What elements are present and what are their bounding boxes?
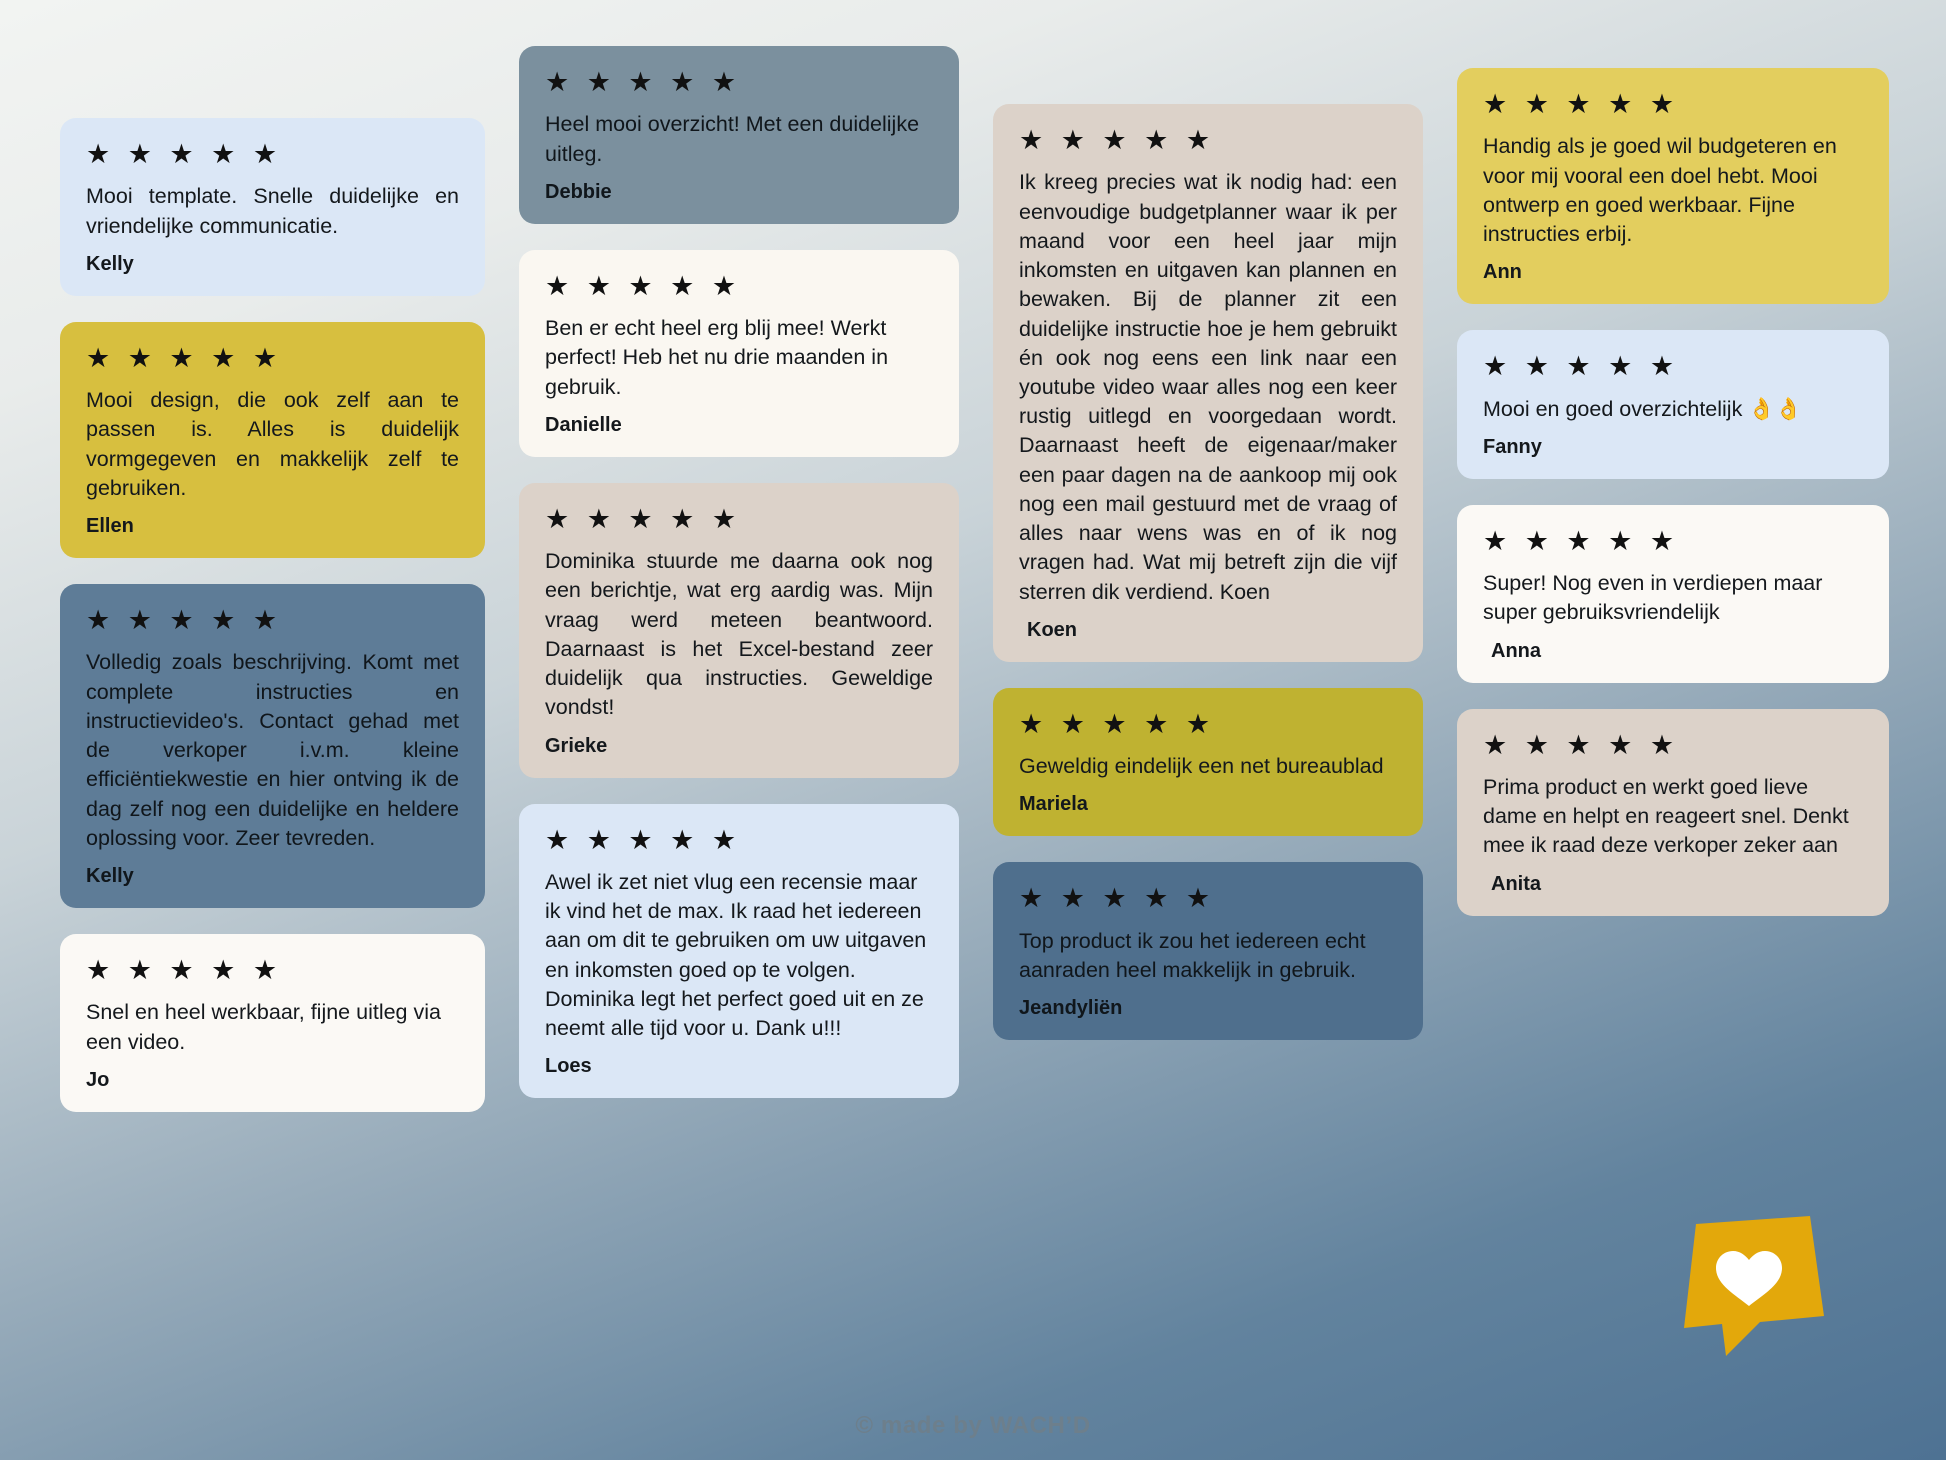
column-2 xyxy=(519,46,959,1124)
review-author: Koen xyxy=(1027,618,1077,641)
column-4 xyxy=(1457,46,1889,942)
review-text: Awel ik zet niet vlug een recensie maar ik vind het de max. Ik raad het iedereen aan om dit te gebruiken om uw uitgaven en inkomsten goed op te volgen. Dominika legt het perfect goed uit en ze neemt alle tijd voor u. Dank u!!! xyxy=(545,869,927,1041)
review-card xyxy=(519,250,959,457)
review-text: Ben er echt heel erg blij mee! Werkt perfect! Heb het nu drie maanden in gebruik. xyxy=(545,316,889,399)
star-rating-icon: ★ ★ ★ ★ ★ xyxy=(545,67,742,97)
review-card xyxy=(60,322,485,558)
star-rating-icon: ★ ★ ★ ★ ★ xyxy=(545,824,742,855)
star-rating-icon: ★ ★ ★ ★ ★ xyxy=(545,503,742,534)
review-author: Jo xyxy=(86,1068,110,1091)
review-card xyxy=(1457,68,1889,304)
review-author: Kelly xyxy=(86,865,134,888)
review-text: Mooi template. Snelle duidelijke en vriendelijke communicatie. xyxy=(86,184,459,238)
review-text: Geweldig eindelijk een net bureaublad xyxy=(1019,754,1384,779)
star-rating-icon: ★ ★ ★ ★ ★ xyxy=(1483,729,1680,760)
star-rating-icon: ★ ★ ★ ★ ★ xyxy=(86,342,283,373)
column-3 xyxy=(993,46,1423,1066)
heart-logo xyxy=(1664,1210,1834,1360)
review-card xyxy=(60,118,485,296)
star-rating-icon: ★ ★ ★ ★ ★ xyxy=(1483,525,1680,556)
review-author: Ellen xyxy=(86,515,134,538)
review-author: Mariela xyxy=(1019,793,1088,816)
review-text: Dominika stuurde me daarna ook nog een berichtje, wat erg aardig was. Mijn vraag werd meteen beantwoord. Daarnaast is het Excel-bestand zeer duidelijk qua instructies. Geweldige vondst! xyxy=(545,549,933,720)
review-card xyxy=(993,862,1423,1040)
review-text: Heel mooi overzicht! Met een duidelijke uitleg. xyxy=(545,112,920,166)
review-card xyxy=(1457,709,1889,916)
star-rating-icon: ★ ★ ★ ★ ★ xyxy=(545,270,742,301)
review-text: Handig als je goed wil budgeteren en voor mij vooral een doel hebt. Mooi ontwerp en goed werkbaar. Fijne instructies erbij. xyxy=(1483,134,1837,247)
review-text: Mooi en goed overzichtelijk 👌👌 xyxy=(1483,396,1802,421)
review-text: Snel en heel werkbaar, fijne uitleg via een video. xyxy=(86,1000,441,1054)
review-author: Jeandyliën xyxy=(1019,997,1123,1020)
review-card xyxy=(1457,505,1889,683)
review-author: Fanny xyxy=(1483,435,1542,458)
review-text: Ik kreeg precies wat ik nodig had: een eenvoudige budgetplanner waar ik per maand voor een heel jaar mijn inkomsten en uitgaven kan plannen en bewaken. Bij de planner zit een duidelijke instructie hoe je hem gebruikt én ook nog eens een link naar een youtube video waar alles nog een keer rustig uitlegd en voorgedaan wordt. Daarnaast heeft de eigenaar/maker een paar dagen na de aankoop mij ook nog een mail gestuurd met de vraag of alles naar wens was en of ik nog vragen had. Wat mij betreft zijn die vijf sterren dik verdiend. Koen xyxy=(1019,170,1397,604)
review-author: Kelly xyxy=(86,252,134,275)
review-text: Super! Nog even in verdiepen maar super gebruiksvriendelijk xyxy=(1483,571,1823,625)
review-author: Anita xyxy=(1491,872,1541,895)
review-author: Danielle xyxy=(545,413,622,436)
star-rating-icon: ★ ★ ★ ★ ★ xyxy=(1019,708,1216,739)
review-text: Mooi design, die ook zelf aan te passen is. Alles is duidelijk vormgegeven en makkelijk zelf te gebruiken. xyxy=(86,388,459,500)
review-card xyxy=(993,104,1423,662)
review-card xyxy=(60,934,485,1112)
review-author: Grieke xyxy=(545,734,608,757)
column-1 xyxy=(60,46,485,1138)
review-author: Debbie xyxy=(545,180,612,203)
review-card xyxy=(519,804,959,1099)
reviews-columns xyxy=(60,46,1906,1138)
star-rating-icon: ★ ★ ★ ★ ★ xyxy=(1483,89,1680,119)
star-rating-icon: ★ ★ ★ ★ ★ xyxy=(1019,883,1216,914)
star-rating-icon: ★ ★ ★ ★ ★ xyxy=(86,139,283,169)
star-rating-icon: ★ ★ ★ ★ ★ xyxy=(1483,351,1680,382)
review-text: Top product ik zou het iedereen echt aanraden heel makkelijk in gebruik. xyxy=(1019,928,1366,983)
review-author: Ann xyxy=(1483,261,1522,284)
footer-credit: © made by WACH’D xyxy=(855,1412,1091,1439)
review-card xyxy=(60,584,485,908)
review-author: Anna xyxy=(1491,639,1541,662)
review-card xyxy=(993,688,1423,837)
review-card xyxy=(1457,330,1889,479)
review-card xyxy=(519,46,959,224)
review-text: Prima product en werkt goed lieve dame en helpt en reageert snel. Denkt mee ik raad deze verkoper zeker aan xyxy=(1483,775,1849,858)
star-rating-icon: ★ ★ ★ ★ ★ xyxy=(86,605,283,636)
review-author: Loes xyxy=(545,1055,592,1078)
review-card xyxy=(519,483,959,778)
star-rating-icon: ★ ★ ★ ★ ★ xyxy=(86,955,283,986)
star-rating-icon: ★ ★ ★ ★ ★ xyxy=(1019,125,1216,155)
review-text: Volledig zoals beschrijving. Komt met complete instructies en instructievideo's. Contact gehad met de verkoper i.v.m. kleine efficiëntiekwestie en hier ontving ik de dag zelf nog een duidelijke en heldere oplossing voor. Zeer tevreden. xyxy=(86,650,459,850)
